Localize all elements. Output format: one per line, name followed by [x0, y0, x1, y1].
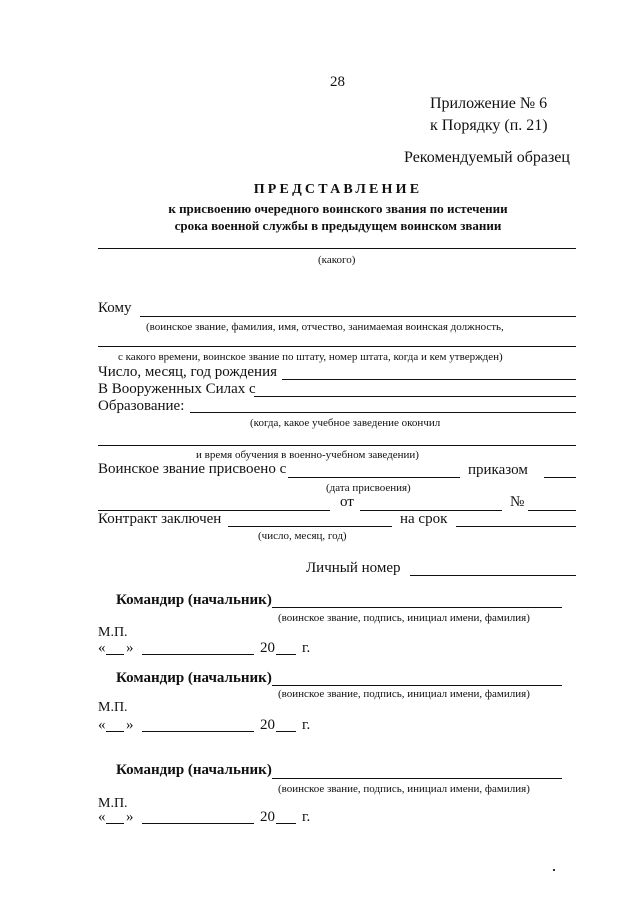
personal-number-field-line[interactable]: [410, 575, 576, 576]
armed-forces-label: В Вооруженных Силах с: [98, 381, 256, 397]
date-year-suffix-1: г.: [302, 640, 311, 656]
date-quote-open-3: «: [98, 809, 106, 825]
date-year-field-2[interactable]: [276, 731, 296, 732]
date-day-field-3[interactable]: [106, 823, 124, 824]
commander-label-1: Командир (начальник): [116, 592, 272, 608]
date-quote-open-2: «: [98, 717, 106, 733]
contract-date-field-line[interactable]: [228, 526, 392, 527]
date-year-prefix-1: 20: [260, 640, 275, 656]
rank-assigned-label: Воинское звание присвоено с: [98, 461, 287, 477]
commander-hint-3: (воинское звание, подпись, инициал имени, фамилия): [278, 783, 530, 795]
order-field-line[interactable]: [544, 477, 576, 478]
to-label: Кому: [98, 300, 132, 316]
commander-hint-1: (воинское звание, подпись, инициал имени, фамилия): [278, 612, 530, 624]
to-hint-2: с какого времени, воинское звание по штату, номер штата, когда и кем утвержден): [118, 351, 503, 363]
birth-field-line[interactable]: [282, 379, 576, 380]
commander-label-3: Командир (начальник): [116, 762, 272, 778]
date-quote-close-2: »: [126, 717, 134, 733]
education-label: Образование:: [98, 398, 185, 414]
armed-forces-field-line[interactable]: [254, 396, 576, 397]
document-subtitle-1: к присвоению очередного воинского звания по истечении: [168, 201, 508, 216]
stamp-label-1: М.П.: [98, 625, 128, 640]
date-quote-close-3: »: [126, 809, 134, 825]
page-number: 28: [330, 74, 345, 90]
date-month-field-3[interactable]: [142, 823, 254, 824]
date-quote-close-1: »: [126, 640, 134, 656]
commander-signature-line-3[interactable]: [272, 778, 562, 779]
stamp-label-3: М.П.: [98, 796, 128, 811]
appendix-reference: к Порядку (п. 21): [430, 117, 548, 134]
order-label: приказом: [468, 462, 528, 478]
date-year-field-1[interactable]: [276, 654, 296, 655]
to-field-line-2[interactable]: [98, 346, 576, 347]
to-hint-1: (воинское звание, фамилия, имя, отчество, занимаемая воинская должность,: [146, 321, 504, 333]
commander-signature-line-1[interactable]: [272, 607, 562, 608]
sample-label: Рекомендуемый образец: [404, 149, 570, 166]
date-year-suffix-3: г.: [302, 809, 311, 825]
document-title: ПРЕДСТАВЛЕНИЕ: [253, 182, 423, 197]
commander-label-2: Командир (начальник): [116, 670, 272, 686]
date-month-field-1[interactable]: [142, 654, 254, 655]
commander-signature-line-2[interactable]: [272, 685, 562, 686]
education-hint-2: и время обучения в военно-учебном заведении): [196, 449, 419, 461]
date-year-prefix-3: 20: [260, 809, 275, 825]
education-hint-1: (когда, какое учебное заведение окончил: [250, 417, 441, 429]
stamp-label-2: М.П.: [98, 700, 128, 715]
which-hint: (какого): [318, 254, 356, 266]
order-number-field-line[interactable]: [528, 510, 576, 511]
to-field-line[interactable]: [140, 316, 576, 317]
contract-date-hint: (число, месяц, год): [258, 530, 347, 542]
term-field-line[interactable]: [456, 526, 576, 527]
date-year-field-3[interactable]: [276, 823, 296, 824]
date-quote-open-1: «: [98, 640, 106, 656]
education-field-line[interactable]: [190, 412, 576, 413]
commander-hint-2: (воинское звание, подпись, инициал имени, фамилия): [278, 688, 530, 700]
date-year-suffix-2: г.: [302, 717, 311, 733]
date-month-field-2[interactable]: [142, 731, 254, 732]
personal-number-label: Личный номер: [306, 560, 401, 576]
term-label: на срок: [400, 511, 448, 527]
contract-label: Контракт заключен: [98, 511, 222, 527]
from-label: от: [340, 494, 354, 510]
number-label: №: [510, 494, 525, 510]
assign-date-hint: (дата присвоения): [326, 482, 411, 494]
date-day-field-1[interactable]: [106, 654, 124, 655]
date-day-field-2[interactable]: [106, 731, 124, 732]
education-field-line-2[interactable]: [98, 445, 576, 446]
rank-date-field-line[interactable]: [288, 477, 460, 478]
which-field-line[interactable]: [98, 248, 576, 249]
date-year-prefix-2: 20: [260, 717, 275, 733]
document-subtitle-2: срока военной службы в предыдущем воинском звании: [174, 218, 502, 233]
scan-speck: [553, 869, 555, 871]
birth-label: Число, месяц, год рождения: [98, 364, 277, 380]
appendix-title: Приложение № 6: [430, 95, 548, 112]
